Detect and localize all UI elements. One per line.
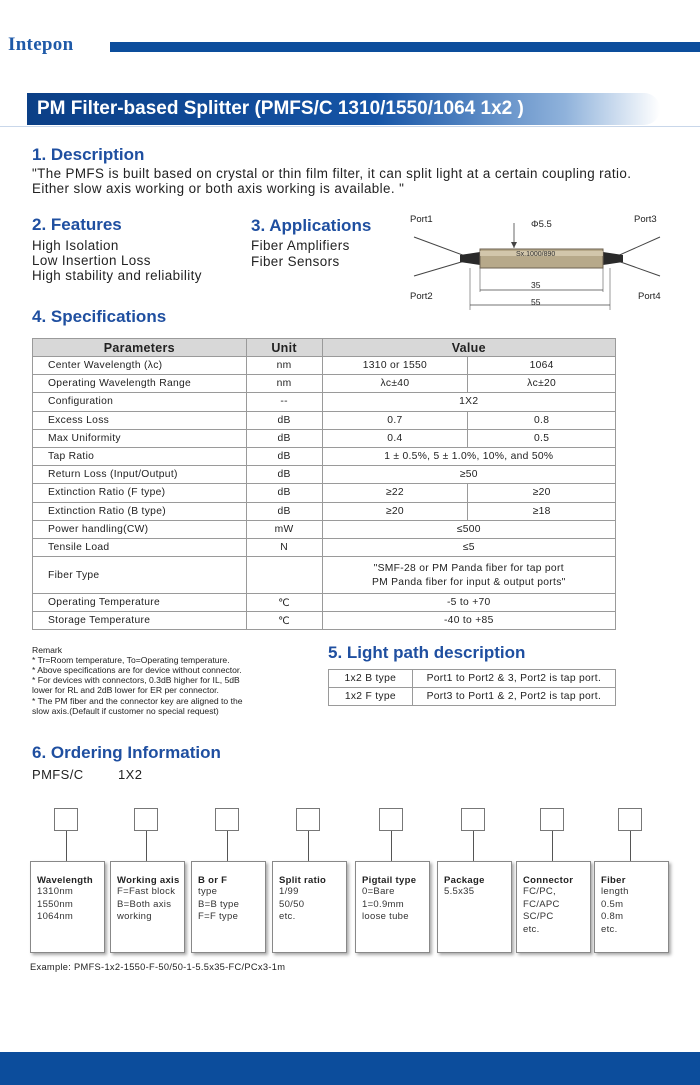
ordering-connector-line bbox=[308, 831, 309, 861]
table-row bbox=[33, 466, 616, 484]
ordering-code-box bbox=[54, 808, 78, 831]
table-row bbox=[33, 447, 616, 465]
ordering-card-title: Split ratio bbox=[279, 875, 327, 886]
ordering-card-line: 1064nm bbox=[37, 911, 74, 923]
specifications-heading: 4. Specifications bbox=[32, 307, 167, 326]
unit-cell: nm bbox=[246, 375, 322, 393]
unit-cell: ℃ bbox=[246, 612, 322, 630]
ordering-card-line: B=Both axis bbox=[117, 898, 172, 910]
unit-cell: ℃ bbox=[246, 594, 322, 612]
ordering-card bbox=[30, 861, 105, 953]
table-row bbox=[33, 502, 616, 520]
ordering-heading: 6. Ordering Information bbox=[32, 743, 221, 762]
unit-cell: dB bbox=[246, 502, 322, 520]
value-cell: 0.8 bbox=[468, 411, 616, 429]
ordering-card-line: type bbox=[198, 886, 218, 897]
ordering-card bbox=[594, 861, 669, 953]
ordering-card-line: working bbox=[117, 911, 152, 923]
column-header: Value bbox=[322, 339, 615, 357]
ordering-card-line: 1=0.9mm bbox=[362, 898, 404, 910]
table-row bbox=[329, 670, 616, 688]
unit-cell bbox=[246, 557, 322, 594]
value-cell: ≥18 bbox=[468, 502, 616, 520]
ordering-connector-line bbox=[552, 831, 553, 861]
features-heading: 2. Features bbox=[32, 215, 122, 234]
column-header: Parameters bbox=[33, 339, 247, 357]
ordering-card bbox=[191, 861, 266, 953]
param-cell: Storage Temperature bbox=[33, 612, 247, 630]
unit-cell: dB bbox=[246, 466, 322, 484]
value-cell: 0.5 bbox=[468, 429, 616, 447]
value-cell: ≥50 bbox=[322, 466, 615, 484]
ordering-connector-line bbox=[473, 831, 474, 861]
ordering-card bbox=[272, 861, 347, 953]
description-line: Either slow axis working or both axis working is available. " bbox=[32, 181, 405, 196]
value-cell: λc±40 bbox=[322, 375, 468, 393]
value-cell: ≤5 bbox=[322, 538, 615, 556]
tube-marking: Sx.1000/890 bbox=[516, 251, 556, 258]
ordering-card-line: length bbox=[601, 886, 629, 897]
ordering-connector-line bbox=[146, 831, 147, 861]
unit-cell: dB bbox=[246, 484, 322, 502]
ordering-connector-line bbox=[630, 831, 631, 861]
value-cell: -5 to +70 bbox=[322, 594, 615, 612]
ordering-card-line: 0.5m bbox=[601, 898, 624, 910]
table-row bbox=[33, 557, 616, 594]
remark-line: * Above specifications are for device without connector. bbox=[32, 665, 242, 675]
param-cell: Tensile Load bbox=[33, 538, 247, 556]
ordering-card bbox=[516, 861, 591, 953]
table-row bbox=[33, 411, 616, 429]
application-item: Fiber Sensors bbox=[251, 254, 340, 269]
length-35-label: 35 bbox=[531, 280, 541, 290]
ordering-code-box bbox=[540, 808, 564, 831]
feature-item: High Isolation bbox=[32, 238, 119, 253]
ordering-card bbox=[437, 861, 512, 953]
param-cell: Operating Wavelength Range bbox=[33, 375, 247, 393]
ordering-connector-line bbox=[227, 831, 228, 861]
value-cell: 1064 bbox=[468, 357, 616, 375]
type-cell: 1x2 B type bbox=[329, 670, 413, 688]
ordering-card-line: etc. bbox=[279, 911, 296, 923]
table-row bbox=[33, 594, 616, 612]
param-cell: Return Loss (Input/Output) bbox=[33, 466, 247, 484]
port1-label: Port1 bbox=[410, 214, 433, 225]
value-cell: 0.4 bbox=[322, 429, 468, 447]
ordering-card-title: Working axis bbox=[117, 875, 180, 886]
value-cell: 1 ± 0.5%, 5 ± 1.0%, 10%, and 50% bbox=[322, 447, 615, 465]
feature-item: High stability and reliability bbox=[32, 268, 202, 283]
table-row bbox=[329, 688, 616, 706]
diameter-label: Φ5.5 bbox=[531, 219, 552, 230]
light-path-table bbox=[328, 669, 616, 706]
table-row bbox=[33, 429, 616, 447]
param-cell: Max Uniformity bbox=[33, 429, 247, 447]
fiber-type-line: "SMF-28 or PM Panda fiber for tap port bbox=[373, 562, 564, 574]
port4-label: Port4 bbox=[638, 291, 661, 302]
ordering-card-line: 0.8m bbox=[601, 911, 624, 923]
value-cell: ≥20 bbox=[468, 484, 616, 502]
param-cell: Center Wavelength (λc) bbox=[33, 357, 247, 375]
value-cell bbox=[322, 557, 615, 594]
value-cell: ≤500 bbox=[322, 520, 615, 538]
ordering-card-title: B or F bbox=[198, 875, 228, 886]
light-path-heading: 5. Light path description bbox=[328, 643, 526, 662]
ordering-card-line: SC/PC bbox=[523, 911, 554, 923]
length-55-label: 55 bbox=[531, 297, 541, 307]
table-row bbox=[33, 357, 616, 375]
ordering-prefix: PMFS/C bbox=[32, 767, 84, 782]
ordering-card-line: F=F type bbox=[198, 911, 239, 923]
port3-label: Port3 bbox=[634, 214, 657, 225]
ordering-card-title: Package bbox=[444, 875, 485, 886]
unit-cell: dB bbox=[246, 447, 322, 465]
table-row bbox=[33, 393, 616, 411]
feature-item: Low Insertion Loss bbox=[32, 253, 151, 268]
unit-cell: -- bbox=[246, 393, 322, 411]
value-cell: 1310 or 1550 bbox=[322, 357, 468, 375]
unit-cell: dB bbox=[246, 429, 322, 447]
fiber-type-line: PM Panda fiber for input & output ports" bbox=[371, 576, 566, 588]
table-row bbox=[33, 520, 616, 538]
param-cell: Extinction Ratio (F type) bbox=[33, 484, 247, 502]
ordering-code-box bbox=[215, 808, 239, 831]
table-row bbox=[33, 612, 616, 630]
remark-line: * For devices with connectors, 0.3dB higher for IL, 5dB bbox=[32, 675, 240, 685]
unit-cell: N bbox=[246, 538, 322, 556]
ordering-card-title: Fiber bbox=[601, 875, 626, 886]
ordering-card-line: loose tube bbox=[362, 911, 409, 923]
ordering-card-title: Pigtail type bbox=[362, 875, 417, 886]
value-cell: λc±20 bbox=[468, 375, 616, 393]
value-cell: ≥22 bbox=[322, 484, 468, 502]
table-row bbox=[33, 538, 616, 556]
desc-cell: Port1 to Port2 & 3, Port2 is tap port. bbox=[412, 670, 615, 688]
ordering-card bbox=[110, 861, 185, 953]
table-header-row bbox=[33, 339, 616, 357]
table-row bbox=[33, 484, 616, 502]
ordering-config: 1X2 bbox=[118, 767, 143, 782]
param-cell: Extinction Ratio (B type) bbox=[33, 502, 247, 520]
value-cell: 1X2 bbox=[322, 393, 615, 411]
table-row bbox=[33, 375, 616, 393]
ordering-card-line: 1310nm bbox=[37, 886, 74, 897]
ordering-code-box bbox=[379, 808, 403, 831]
unit-cell: nm bbox=[246, 357, 322, 375]
remark-line: slow axis.(Default if customer no special request) bbox=[32, 706, 219, 716]
param-cell: Tap Ratio bbox=[33, 447, 247, 465]
ordering-card-line: 5.5x35 bbox=[444, 886, 475, 897]
logo-text: Intepon bbox=[8, 34, 74, 55]
port2-label: Port2 bbox=[410, 291, 433, 302]
ordering-card-title: Connector bbox=[523, 875, 574, 886]
desc-cell: Port3 to Port1 & 2, Port2 is tap port. bbox=[412, 688, 615, 706]
applications-heading: 3. Applications bbox=[251, 216, 372, 235]
ordering-card-line: 50/50 bbox=[279, 898, 305, 910]
remark-line: * The PM fiber and the connector key are aligned to the bbox=[32, 696, 243, 706]
ordering-code-box bbox=[134, 808, 158, 831]
value-cell: 0.7 bbox=[322, 411, 468, 429]
param-cell: Power handling(CW) bbox=[33, 520, 247, 538]
ordering-example: Example: PMFS-1x2-1550-F-50/50-1-5.5x35-FC/PCx3-1m bbox=[30, 962, 286, 972]
ordering-code-box bbox=[461, 808, 485, 831]
ordering-card-title: Wavelength bbox=[37, 875, 93, 886]
description-heading: 1. Description bbox=[32, 145, 145, 164]
specifications-table bbox=[32, 338, 616, 630]
column-header: Unit bbox=[246, 339, 322, 357]
value-cell: ≥20 bbox=[322, 502, 468, 520]
unit-cell: mW bbox=[246, 520, 322, 538]
header-bar bbox=[110, 42, 700, 52]
remark-line: lower for RL and 2dB lower for ER per connector. bbox=[32, 685, 219, 695]
ordering-connector-line bbox=[391, 831, 392, 861]
param-cell: Fiber Type bbox=[33, 557, 247, 594]
description-line: "The PMFS is built based on crystal or thin film filter, it can split light at a certain coupling ratio. bbox=[32, 166, 632, 181]
param-cell: Operating Temperature bbox=[33, 594, 247, 612]
param-cell: Excess Loss bbox=[33, 411, 247, 429]
remark-line: * Tr=Room temperature, To=Operating temperature. bbox=[32, 655, 230, 665]
ordering-card-line: 0=Bare bbox=[362, 886, 395, 897]
value-cell: -40 to +85 bbox=[322, 612, 615, 630]
ordering-card bbox=[355, 861, 430, 953]
page-title: PM Filter-based Splitter (PMFS/C 1310/1550/1064 1x2 ) bbox=[37, 98, 524, 119]
ordering-card-line: F=Fast block bbox=[117, 886, 176, 897]
divider bbox=[0, 126, 700, 127]
ordering-connector-line bbox=[66, 831, 67, 861]
param-cell: Configuration bbox=[33, 393, 247, 411]
ordering-card-line: 1550nm bbox=[37, 898, 74, 910]
ordering-card-line: FC/APC bbox=[523, 898, 560, 910]
application-item: Fiber Amplifiers bbox=[251, 238, 350, 253]
type-cell: 1x2 F type bbox=[329, 688, 413, 706]
ordering-card-line: etc. bbox=[601, 923, 618, 935]
ordering-code-box bbox=[296, 808, 320, 831]
remark-title: Remark bbox=[32, 645, 63, 655]
footer-bar bbox=[0, 1052, 700, 1085]
unit-cell: dB bbox=[246, 411, 322, 429]
ordering-card-line: B=B type bbox=[198, 898, 240, 910]
ordering-code-box bbox=[618, 808, 642, 831]
ordering-card-line: 1/99 bbox=[279, 886, 299, 897]
ordering-card-line: etc. bbox=[523, 923, 540, 935]
ordering-card-line: FC/PC, bbox=[523, 886, 556, 897]
company-logo bbox=[8, 34, 73, 56]
